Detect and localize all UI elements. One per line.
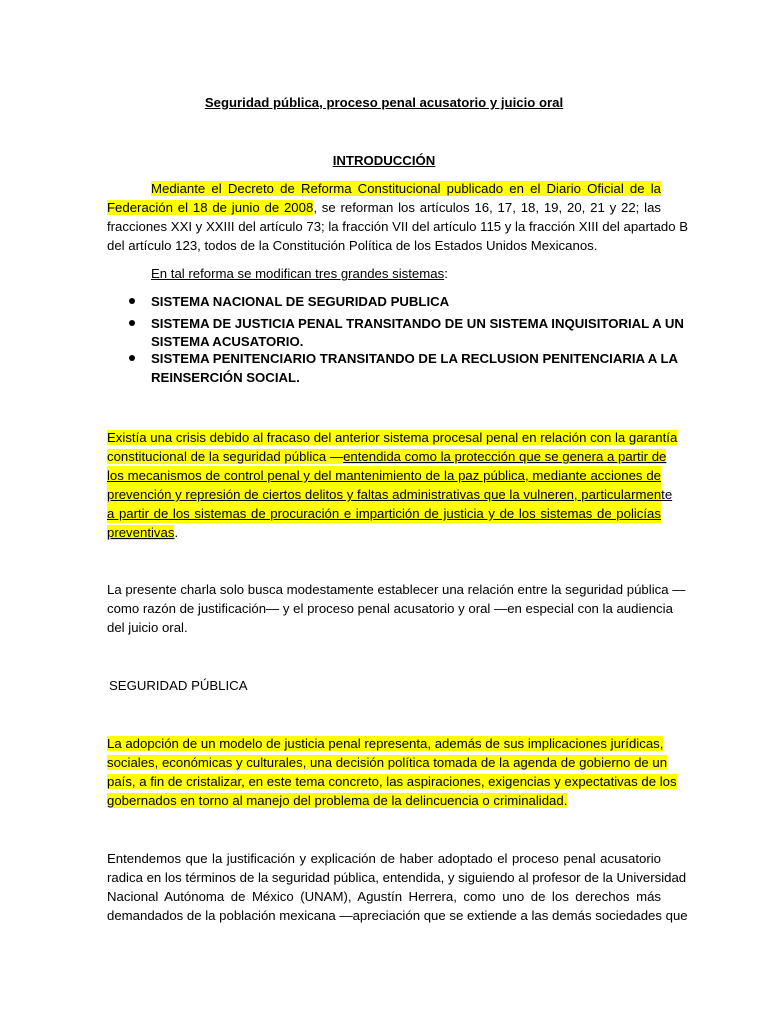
p5-line-3: Nacional Autónoma de México (UNAM), Agustín Herrera, como uno de los derechos más — [107, 889, 661, 904]
p2-line-3: los mecanismos de control penal y del mantenimiento de la paz pública, mediante acciones de — [107, 468, 661, 483]
p4-line-4: gobernados en torno al manejo del problema de la delincuencia o criminalidad. — [107, 793, 568, 808]
bullet-3-line-2: REINSERCIÓN SOCIAL. — [151, 370, 300, 385]
bullet-1-dot — [129, 298, 135, 304]
p1-line-1: Mediante el Decreto de Reforma Constitucional publicado en el Diario Oficial de la — [151, 181, 661, 196]
p5-line-1: Entendemos que la justificación y explicación de haber adoptado el proceso penal acusatorio — [107, 851, 661, 866]
bullet-2-line-2: SISTEMA ACUSATORIO. — [151, 334, 304, 349]
bullet-3-dot — [129, 355, 135, 361]
p3-line-2: como razón de justificación— y el proceso penal acusatorio y oral —en especial con la audiencia — [107, 601, 673, 616]
p1-line-3: fracciones XXI y XXIII del artículo 73; la fracción VII del artículo 115 y la fracción XIII del apartado B — [107, 219, 689, 234]
p5-line-2: radica en los términos de la seguridad pública, entendida, y siguiendo al profesor de la Universidad — [107, 870, 687, 885]
p2-line-6: preventivas. — [107, 525, 179, 540]
p2-line-1: Existía una crisis debido al fracaso del anterior sistema procesal penal en relación con la garantía — [107, 430, 678, 445]
p1-line-4: del artículo 123, todos de la Constitución Política de los Estados Unidos Mexicanos. — [107, 238, 598, 253]
bullet-3-line-1: SISTEMA PENITENCIARIO TRANSITANDO DE LA RECLUSION PENITENCIARIA A LA — [151, 351, 679, 366]
p3-line-1: La presente charla solo busca modestamente establecer una relación entre la seguridad pública — — [107, 582, 686, 597]
section-heading: SEGURIDAD PÚBLICA — [109, 678, 248, 693]
intro-heading: INTRODUCCIÓN — [332, 153, 436, 168]
bullet-2-dot — [129, 320, 135, 326]
p5-line-4: demandados de la población mexicana —apreciación que se extiende a las demás sociedades que — [107, 908, 688, 923]
p4-line-3: país, a fin de cristalizar, en este tema concreto, las aspiraciones, exigencias y expectativas de los — [107, 774, 677, 789]
p4-line-2: sociales, económicas y culturales, una decisión política tomada de la agenda de gobierno de un — [107, 755, 668, 770]
reform-intro: En tal reforma se modifican tres grandes sistemas: — [151, 266, 448, 281]
p3-line-3: del juicio oral. — [107, 620, 188, 635]
p4-line-1: La adopción de un modelo de justicia penal representa, además de sus implicaciones jurídicas, — [107, 736, 664, 751]
document-title: Seguridad pública, proceso penal acusatorio y juicio oral — [204, 95, 564, 110]
p2-line-5: a partir de los sistemas de procuración e impartición de justicia y de los sistemas de policías — [107, 506, 661, 521]
p2-line-2: constitucional de la seguridad pública —entendida como la protección que se genera a partir de — [107, 449, 667, 464]
p1-line-2: Federación el 18 de junio de 2008, se reforman los artículos 16, 17, 18, 19, 20, 21 y 22; las — [107, 200, 661, 215]
bullet-1: SISTEMA NACIONAL DE SEGURIDAD PUBLICA — [151, 294, 450, 309]
bullet-2-line-1: SISTEMA DE JUSTICIA PENAL TRANSITANDO DE UN SISTEMA INQUISITORIAL A UN — [151, 316, 684, 331]
p2-line-4: prevención y represión de ciertos delitos y faltas administrativas que la vulneren, particularmente — [107, 487, 673, 502]
